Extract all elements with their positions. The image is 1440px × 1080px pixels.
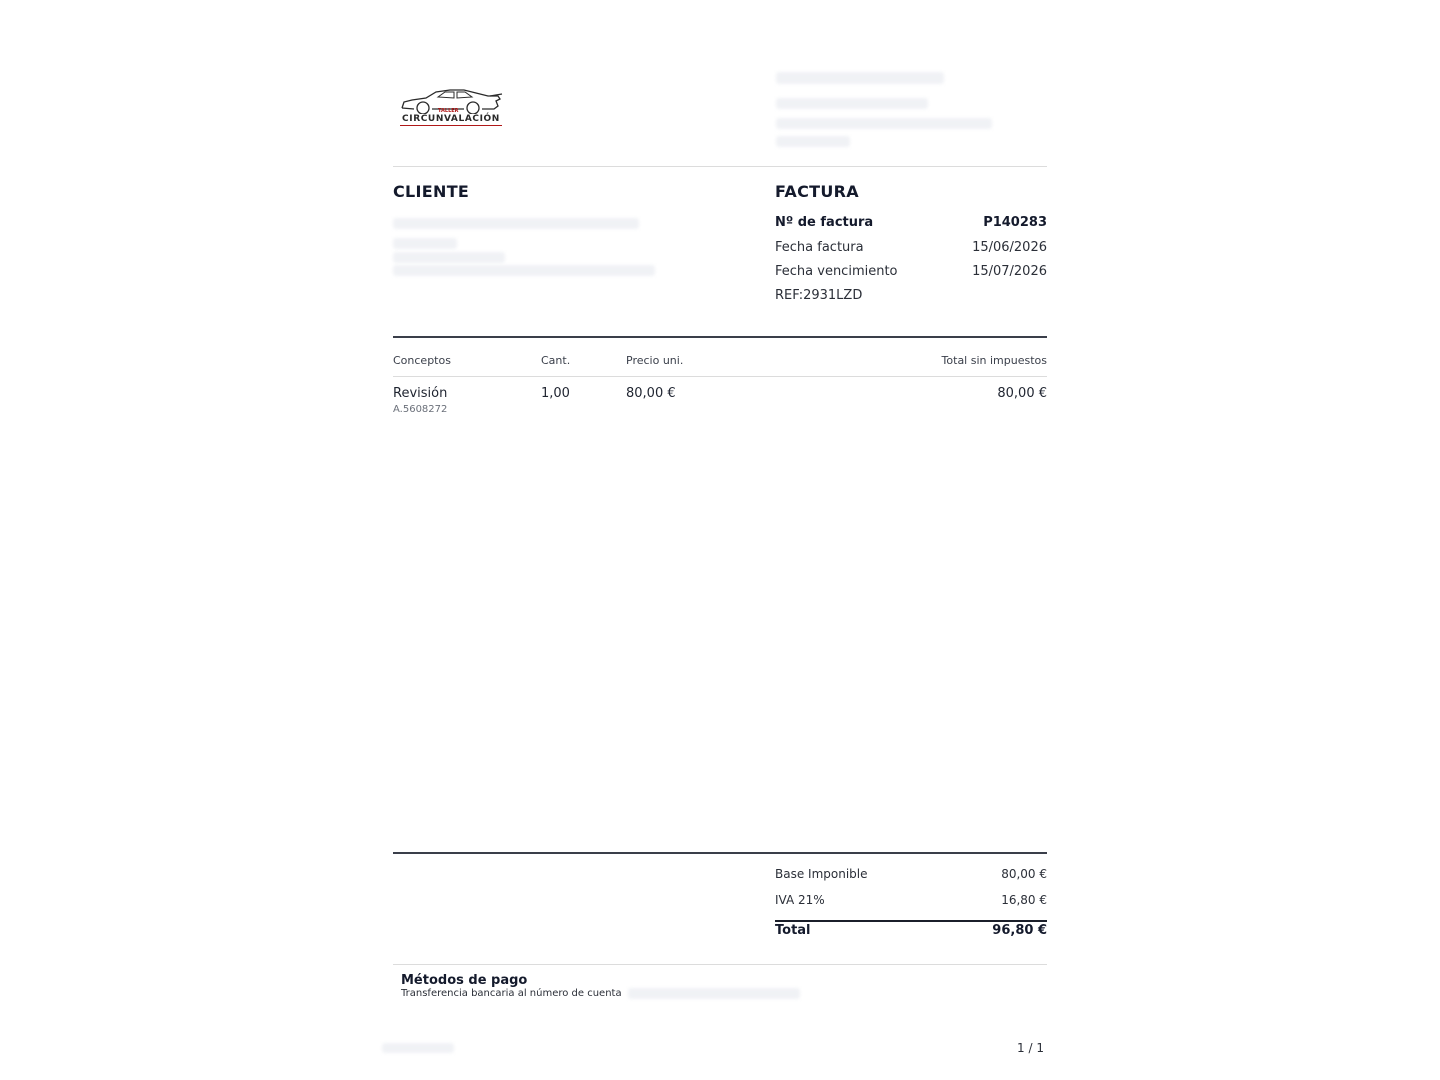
redacted-company-address-3 — [776, 136, 850, 147]
logo-underline — [400, 125, 502, 126]
iva-value: 16,80 € — [1001, 893, 1047, 907]
redacted-company-name — [776, 72, 944, 84]
invoice-title: FACTURA — [775, 182, 859, 201]
iva-row — [775, 893, 1047, 907]
payment-title: Métodos de pago — [401, 973, 528, 988]
redacted-company-address-1 — [776, 98, 928, 109]
invoice-due-label: Fecha vencimiento — [775, 264, 898, 279]
payment-divider — [393, 964, 1047, 965]
payment-text: Transferencia bancaria al número de cuenta — [401, 988, 622, 999]
invoice-ref: REF:2931LZD — [775, 288, 863, 303]
row-total: 80,00 € — [997, 386, 1047, 401]
row-code: A.5608272 — [393, 404, 448, 415]
iva-label: IVA 21% — [775, 893, 825, 907]
totals-top-rule — [393, 852, 1047, 854]
redacted-client-id — [393, 238, 457, 249]
row-unit-price: 80,00 € — [626, 386, 676, 401]
col-header-unit-price: Precio uni. — [626, 354, 684, 367]
table-header-divider — [393, 376, 1047, 377]
invoice-due-row — [775, 264, 1047, 279]
company-logo — [398, 88, 508, 130]
col-header-qty: Cant. — [541, 354, 571, 367]
invoice-date-value: 15/06/2026 — [972, 240, 1047, 255]
total-rule — [775, 920, 1047, 922]
redacted-company-address-2 — [776, 118, 992, 129]
table-top-rule — [393, 336, 1047, 338]
base-row — [775, 867, 1047, 881]
col-header-concept: Conceptos — [393, 354, 451, 367]
redacted-footer-text — [382, 1043, 454, 1053]
total-value: 96,80 € — [992, 923, 1047, 938]
row-qty: 1,00 — [541, 386, 570, 401]
base-label: Base Imponible — [775, 867, 868, 881]
redacted-client-name — [393, 218, 639, 229]
redacted-client-address-2 — [393, 265, 655, 276]
invoice-number-row — [775, 215, 1047, 230]
redacted-bank-account — [628, 988, 800, 999]
row-concept: Revisión — [393, 386, 448, 401]
invoice-number-label: Nº de factura — [775, 215, 874, 230]
header-divider — [393, 166, 1047, 167]
client-title: CLIENTE — [393, 182, 470, 201]
logo-text: CIRCUNVALACIÓN — [402, 114, 500, 124]
redacted-client-address-1 — [393, 252, 505, 263]
total-label: Total — [775, 923, 811, 938]
invoice-due-value: 15/07/2026 — [972, 264, 1047, 279]
base-value: 80,00 € — [1001, 867, 1047, 881]
logo-small-text: TALLER — [438, 108, 459, 114]
total-row — [775, 923, 1047, 938]
col-header-total: Total sin impuestos — [941, 354, 1047, 367]
invoice-number-value: P140283 — [983, 215, 1047, 230]
invoice-date-row — [775, 240, 1047, 255]
invoice-date-label: Fecha factura — [775, 240, 864, 255]
page-number: 1 / 1 — [1017, 1041, 1044, 1055]
